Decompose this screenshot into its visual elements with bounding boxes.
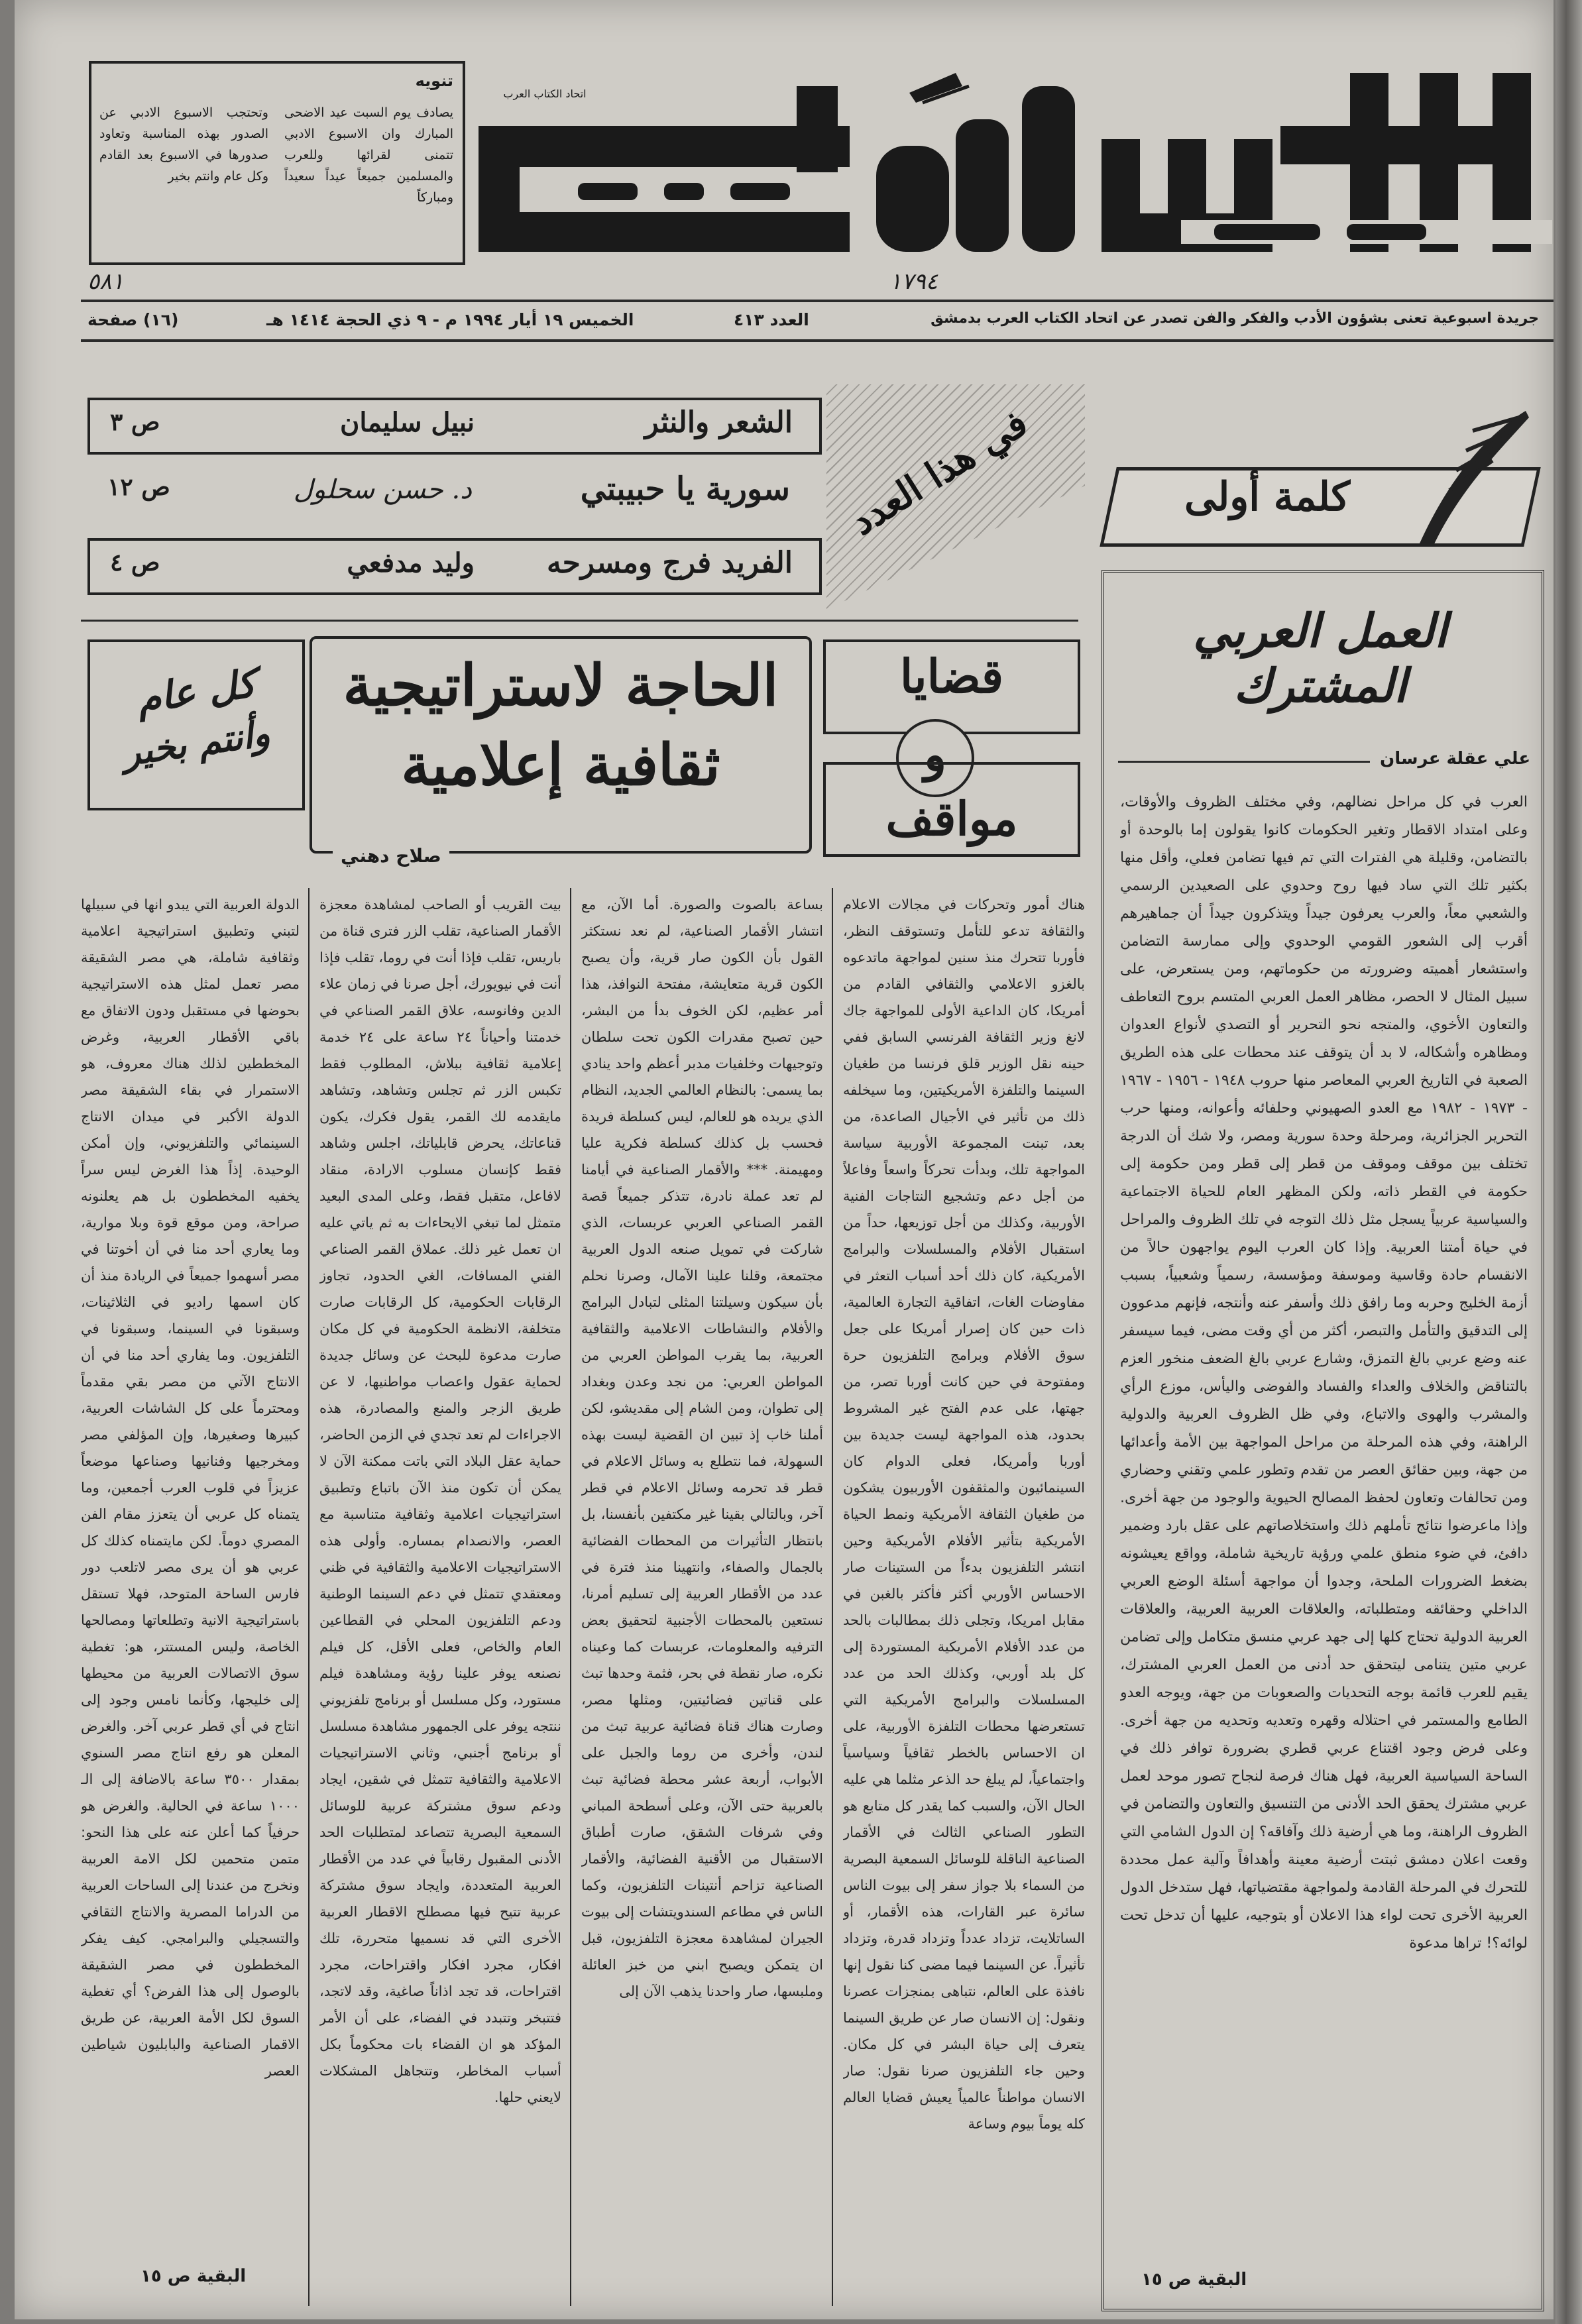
handwritten-number: ١٧٩٤: [889, 268, 938, 295]
feature-column-4: [81, 891, 300, 2243]
contents-title: الفريد فرج ومسرحه: [547, 546, 793, 580]
section-and: و: [924, 727, 946, 782]
section-top: قضايا: [899, 649, 1004, 704]
corner-number: ٥٨١: [87, 268, 124, 295]
notice-text-right: يصادف يوم السبت عيد الاضحى المبارك وان الاسبوع الادبي تتمنى لقرائها وللعرب والمسلمين جميعاً عيداً سعيداً ومباركاً: [284, 105, 453, 205]
page-count: (١٦) صفحة: [87, 310, 179, 329]
masthead-logo: [452, 46, 1559, 265]
notice-box: [89, 61, 465, 265]
contents-author: وليد مدفعي: [347, 547, 475, 579]
feature-column-1: [843, 891, 1085, 2303]
editorial-continued[interactable]: البقية ص ١٥: [1141, 2270, 1247, 2290]
feature-paragraph: بيت القريب أو الصاحب لمشاهدة معجزة الأقمار الصناعية، تقلب الزر فترى قناة من باريس، تقلب فإذا أنت في روما، تقلب فإذا أنت في نيويورك، أجل صرنا في زمان علاء الدين وفانوسه، علاق القمر الصناعي في خدمتنا وأحياناً ٢٤ ساعة على ٢٤ خدمة إعلامية ثقافية ببلاش، المطلوب فقط تكبس الزر ثم تجلس وتشاهد، وتشاهد مايقدمه لك القمر، يقول فكرك، يكون قناعاتك، يحرض قابلياتك، اجلس وشاهد فقط كإنسان مسلوب الارادة، منقاد لافاعل، متقبل فقط، وعلى المدى البعيد متمثل لما تبغي الايحاءات به ثم ياتي عليه ان تعمل غير ذلك. عملاق القمر الصناعي الفني المسافات، الغي الحدود، تجاوز الرقابات الحكومية، كل الرقابات صارت متخلفة، الانظمة الحكومية في كل مكان صارت مدعوة للبحث عن وسائل جديدة لحماية عقول واعصاب مواطنيها، لا عن طريق الزجر والمنع والمصادرة، هذه الاجراءات لم تعد تجدي في الزمن الحاضر، حماية عقل البلاد التي باتت ممكنة الآن لا يمكن أن تكون منذ الآن باتباع وتطبيق استراتيجيات اعلامية وثقافية متناسبة مع العصر، والانصدام بمساره. وأولى هذه الاستراتيجيات الاعلامية والثقافية في ظني ومعتقدي تتمثل في دعم السينما الوطنية ودعم التلفزيون المحلي في القطاعين العام والخاص، فعلى الأقل، كل فيلم نصنعه يوفر علينا رؤية ومشاهدة فيلم مستورد، وكل مسلسل أو برنامج تلفزيوني ننتجه يوفر على الجمهور مشاهدة مسلسل أو برنامج أجنبي، وثاني الاستراتيجيات الاعلامية والثقافية تتمثل في شقين، ايجاد ودعم سوق مشتركة عربية للوسائل السمعية البصرية تتصاعد لمتطلبات الحد الأدنى المقبول رقابياً في عدد من الأقطار العربية المتعددة، وايجاد سوق مشتركة عربية تتيح فيها مصطلح الاقطار العربية الأخرى التي قد نسميها متحررة، تلك افكار، مجرد افكار واقتراحات، مجرد اقتراحات، قد تجد اذاناً صاغية، وقد لاتجد، فتتبخر وتتبدد في الفضاء، على أن الأمر المؤكد هو ان الفضاء بات محكوماً بكل أسباب المخاطر، وتتجاهل المشكلات لايعني حلها.: [319, 897, 561, 2105]
dateline-top-rule: [81, 300, 1554, 302]
greeting-box: [87, 639, 305, 810]
editorial-banner-label: كلمة أولى: [1184, 474, 1351, 520]
feature-paragraph: بساعة بالصوت والصورة. أما الآن، مع انتشار الأقمار الصناعية، لم نعد نستكثر القول بأن الكون صار قرية، وأن يصبح الكون قرية متعايشة، مفتحة النوافذ، هذا أمر عظيم، لكن الخوف بدأ من البشر، حين تصبح مقدرات الكون تحت سلطان وتوجيهات وخلفيات مدبر أعظم واحد ينادي بما يسمى: بالنظام العالمي الجديد، النظام الذي يريده هو للعالم، ليس كسلطة فريدة فحسب بل كذلك كسلطة فكرية عليا ومهيمنة. *** والأقمار الصناعية في أيامنا لم تعد عملة نادرة، تتذكر جميعاً قصة القمر الصناعي العربي عربسات، الذي شاركت في تمويل صنعه الدول العربية مجتمعة، وقلنا علينا الآمال، وصرنا نحلم بأن سيكون وسيلتنا المثلى لتبادل البرامج والأفلام والنشاطات الاعلامية والثقافية العربية، بما يقرب المواطن العربي من المواطن العربي: من نجد وعدن وبغداد إلى تطوان، ومن الشام إلى مقديشو، لكن أملنا خاب إذ تبين ان القضية ليست بهذه السهولة، فما نتطلع به وسائل الاعلام في قطر قد تحرمه وسائل الاعلام في قطر آخر، وبالتالي بقينا غير مكتفين بأنفسنا، بل بانتظار التأثيرات من المحطات الفضائية بالجمال والصفاء، وانتهينا منذ فترة في عدد من الأقطار العربية إلى تسليم أمرنا، نستعين بالمحطات الأجنبية لتحقيق بعض الترفيه والمعلومات، عربسات كما وعيناه نكره، صار نقطة في بحر، فثمة وحدها تبث على قناتين فضائيتين، ومثلها مصر، وصارت هناك قناة فضائية عربية تبث من لندن، وأخرى من روما والجبل على الأبواب، أربعة عشر محطة فضائية تبث بالعربية حتى الآن، وعلى أسطحة المباني وفي شرفات الشقق، صارت أطباق الاستقبال من الأقنية الفضائية، والأقمار الصناعية تزاحم أنتينات التلفزيون، وكما الناس في مطاعم السندويتشات إلى بيوت الجيران لمشاهدة معجزة التلفزيون، قبل ان يتمكن ويصبح ابني من خبز العائلة وملبسها، صار واحدنا يذهب الآن إلى: [581, 897, 823, 1999]
newspaper-page: [15, 0, 1554, 2319]
editorial-body: [1120, 789, 1528, 2246]
contents-row[interactable]: [87, 457, 817, 530]
contents-row[interactable]: [87, 538, 822, 595]
feature-column-3: [319, 891, 561, 2303]
editorial-banner: [1102, 404, 1542, 563]
author-rule: [1118, 761, 1370, 763]
column-rule: [570, 888, 571, 2306]
feature-column-2: [581, 891, 823, 2303]
page-spine: [1555, 0, 1582, 2324]
contents-title: الشعر والنثر: [644, 406, 793, 439]
column-rule: [308, 888, 310, 2306]
section-box-bottom: [823, 762, 1080, 857]
feature-title-line2: ثقافية إعلامية: [401, 732, 720, 799]
section-bottom: مواقف: [885, 791, 1018, 846]
editorial-paragraph: العرب في كل مراحل نضالهم، وفي مختلف الظروف والأوقات، وعلى امتداد الاقطار وتغير الحكومات كانوا يقولون إما بالوحدة أو بالتضامن، وقليلة هي الفترات التي تم فيها تضامن فعلي، وأقل منها بكثير تلك التي ساد فيها روح وحدوي على الصعيدين الرسمي والشعبي معاً، والعرب يعرفون جيداً ويتذكرون جيداً أن جماهيرهم أقرب إلى الشعور القومي الوحدوي وإلى ممارسة التضامن واستشعار أهميته وضرورته من حكوماتهم، ومن يستعرض، على سبيل المثال لا الحصر، مظاهر العمل العربي المتسم بروح التعاطف والتعاون الأخوي، والمتجه نحو التحرير أو التصدي لأنواع العدوان ومظاهره وأشكاله، لا بد أن يتوقف عند محطات على هذه الطريق الصعبة في التاريخ العربي المعاصر منها حروب ١٩٤٨ - ١٩٥٦ - ١٩٦٧ - ١٩٧٣ - ١٩٨٢ مع العدو الصهيوني وحلفائه وأعوانه، ومنها حرب التحرير الجزائرية، ومرحلة وحدة سورية ومصر، ولا شك أن الدرجة تختلف بين موقف وموقف من قطر إلى قطر ومن حكومة إلى حكومة في القطر ذاته، ولكن المظهر العام للحياة الاجتماعية والسياسية عربياً يسجل مثل ذلك التوجه في تلك الظروف والمراحل في حياة أمتنا العربية. وإذا كان العرب اليوم يواجهون حالاً من الانقسام حادة وقاسية وموسفة ومؤسسة، رسمياً وشعبياً، بسبب أزمة الخليج وحربه وما رافق ذلك وأسفر عنه وأنتجه، فإنهم مدعوون إلى التدقيق والتأمل والتبصر، أكثر من أي وقت مضى، فيما سيسفر عنه وضع عربي بالغ التمزق، وشارع عربي بالغ الضعف منخور العزم بالتناقض والخلاف والعداء والفساد والفوضى واليأس، موزع الرأي والمشرب والهوى والاتباع، وفي ظل الظروف العربية والدولية الراهنة، وفي هذه المرحلة من مراحل المواجهة بين الأمة وأعدائها من جهة، وبين حقائق العصر من تقدم وتطور علمي وتقني وحضاري ومن تحالفات وتعاون لحفظ المصالح الحيوية والوجود من جهة أخرى. وإذا ماعرضوا نتائج تأملهم ذلك واستخلاصاتهم على عقل بارد وضمير دافئ، في ضوء منطق علمي ورؤية تاريخية شاملة، وواقع يعيشونه بضغط الضرورات الملحة، وجدوا أن مواجهة أسئلة الوضع العربي الداخلي وحقائقه ومتطلباته، والعلاقات العربية العربية، والعلاقات العربية الدولية تحتاج كلها إلى جهد عربي منسق متكامل وإلى تضامن عربي متين يتنامى ليتحقق حد أدنى من العمل العربي المشترك، يقيم للعرب قائمة بوجه التحديات والصعوبات من جهة، ويوجه العدو الطامع والمستمر في احتلاله وقهره وتعديه وتحديه من جهة أخرى. وعلى فرض وجود اقتناع عربي قطري بضرورة توافر ذلك في الساحة السياسية العربية، فهل هناك فرصة لنجاح تصور موحد لعمل عربي مشترك يحقق الحد الأدنى من التنسيق والتعاون والتضامن في الظروف الراهنة، وما هي أرضية ذلك وآفاقه؟ إن الدول الشامي التي وقعت اعلان دمشق ثبتت أرضية معينة وأهدافاً وآلية عمل محددة للتحرك في المرحلة القادمة ولمواجهة مقتضياتها، فهل ستدخل الدول العربية الأخرى تحت لواء هذا الاعلان أو بتوجيه، عليها أن تدخل تحت لوائه؟! تراها مدعوة: [1120, 794, 1528, 1952]
feature-paragraph: الدولة العربية التي يبدو انها في سبيلها لتبني وتطبيق استراتيجية اعلامية وثقافية شاملة، هي مصر الشقيقة مصر تعمل لمثل هذه الاستراتيجية بحوضها في مستقبل ودون الاتفاق مع باقي الأقطار العربية، وغرض المخططين لذلك هناك معروف، هو الاستمرار في بقاء الشقيقة مصر الدولة الأكبر في ميدان الانتاج السينمائي والتلفزيوني، وإن أمكن الوحيدة. إذاً هذا الغرض ليس سراً يخفيه المخططون بل هم يعلنونه صراحة، ومن موقع قوة وبلا موارية، وما يعاري أحد منا في أن أخوتنا في مصر أسهموا جميعاً في الريادة منذ أن كان اسمها راديو في الثلاثينات، وسبقونا في السينما، وسبقونا في التلفزيون. وما يفاري أحد منا في أن الانتاج الآتي من مصر بقي مقدماً ومحترماً على كل الشاشات العربية، كبيرها وصغيرها، وإن المؤلفي مصر ومخرجيها وفنانيها وصناعها موضعاً عزيزاً في قلوب العرب أجمعين، وما يتمناه كل عربي أن يتعزز مقام الفن المصري دوماً. لكن مايتمناه كذلك كل عربي هو أن يرى مصر لاتلعب دور فارس الساحة المتوحد، فهلا تستقل باستراتيجية الانية وتطلعاتها ومصالحها الخاصة، وليس المستتر، هو: تغطية سوق الاتصالات العربية من محيطها إلى خليجها، وكأنما نامس وجود إلى انتاج في أي قطر عربي آخر. والغرض المعلن هو رفع انتاج مصر السنوي بمقدار ٣٥٠٠ ساعة بالاضافة إلى الـ ١٠٠٠ ساعة في الحالية. والغرض هو حرفياً كما أعلن عنه على هذا النحو: متمن متحمين لكل الامة العربية ونخرج من عندنا إلى الساحات العربية من الدراما المصرية والانتاج الثقافي والتسجيلي والبرامجي. كيف يفكر المخططون في مصر الشقيقة بالوصول إلى هذا الفرض؟ أي تغطية السوق لكل الأمة العربية، عن طريق الاقمار الصناعية والبابليون شياطين العصر: [81, 897, 300, 2079]
contents-label: في هذا العدد: [842, 401, 1036, 544]
contents-title: سورية يا حبيبتي: [580, 470, 790, 508]
contents-page: ص ٣: [110, 408, 160, 436]
feature-title-line1: الحاجة لاستراتيجية: [343, 652, 779, 719]
publisher-caption: اتحاد الكتاب العرب: [503, 87, 587, 100]
publisher-logo: [909, 73, 969, 103]
notice-heading: تنويه: [415, 72, 453, 90]
feature-continued[interactable]: البقية ص ١٥: [141, 2266, 247, 2286]
feature-title-box: [310, 636, 812, 854]
issue-number: العدد ٤١٣: [734, 310, 809, 329]
feather-pen-icon: [1393, 404, 1539, 557]
contents-rule: [81, 620, 1078, 622]
greeting-line2: وأنتم بخير: [120, 711, 272, 775]
tagline: جريدة اسبوعية تعنى بشؤون الأدب والفكر والفن تصدر عن اتحاد الكتاب العرب بدمشق: [931, 310, 1539, 327]
section-box-top: [823, 639, 1080, 734]
editorial-title: العمل العربي المشترك: [1193, 603, 1447, 713]
contents-row[interactable]: [87, 398, 822, 455]
dateline-bottom-rule: [81, 339, 1554, 342]
notice-text-left: وتحتجب الاسبوع الادبي عن الصدور بهذه المناسبة وتعاود صدورها في الاسبوع بعد القادم وكل عام وانتم بخير: [99, 105, 268, 184]
greeting-line1: كل عام: [134, 660, 258, 722]
feature-author: صلاح دهني: [333, 845, 449, 867]
column-rule: [832, 888, 833, 2306]
contents-page: ص ١٢: [107, 473, 170, 501]
issue-date: الخميس ١٩ أيار ١٩٩٤ م - ٩ ذي الحجة ١٤١٤ هـ: [266, 310, 634, 329]
contents-page: ص ٤: [110, 549, 160, 577]
editorial-author: علي عقلة عرسان: [1380, 749, 1531, 769]
contents-author: نبيل سليمان: [339, 407, 475, 438]
feature-paragraph: هناك أمور وتحركات في مجالات الاعلام والثقافة تدعو للتأمل وتستوقف النظر، فأوربا تتحرك منذ سنين لمواجهة ماتدعوه بالغزو الاعلامي والثقافي القادم من أمريكا، كان الداعية الأولى للمواجهة جاك لانغ وزير الثقافة الفرنسي السابق ففي حينه نقل الوزير قلق فرنسا من طغيان السينما والتلفزة الأمريكيتين، وما سيخلفه ذلك من تأثير في الأجيال الصاعدة، من بعد، تبنت المجموعة الأوربية سياسة المواجهة تلك، وبدأت تحركاً واسعاً وفاعلاً من أجل دعم وتشجيع النتاجات الفنية الأوربية، وكذلك من أجل توزيعها، حداً من استقبال الأفلام والمسلسلات والبرامج الأمريكية، كان ذلك أحد أسباب التعثر في مفاوضات الغات، اتفاقية التجارة العالمية، ذات حين كان إصرار أمريكا على جعل سوق الأفلام وبرامج التلفزيون حرة ومفتوحة في حين كانت أوربا تصر، من جهتها، على عدم الفتح غير المشروط بحدود، هذه المواجهة ليست جديدة بين أوربا وأمريكا، فعلى الدوام كان السينمائيون والمثقفون الأوربيون يشكون من طغيان الثقافة الأمريكية ونمط الحياة الأمريكية بتأثير الأفلام الأمريكية وحين انتشر التلفزيون بدءاً من الستينات صار الاحساس الأوربي أكثر فأكثر بالغبن في مقابل امريكا، وتجلى ذلك بمطالبات بالحد من عدد الأفلام الأمريكية المستوردة إلى كل بلد أوربي، وكذلك الحد من عدد المسلسلات والبرامج الأمريكية التي تستعرضها محطات التلفزة الأوربية، على ان الاحساس بالخطر ثقافياً وسياسياً واجتماعياً، لم يبلغ حد الذعر مثلما هي عليه الحال الآن، والسبب كما يقدر كل متابع هو التطور الصناعي الثالث في الأقمار الصناعية الناقلة للوسائل السمعية البصرية من السماء بلا جواز سفر إلى بيوت الناس سائرة عبر القارات، هذه الأقمار، أو الساتلايت، تزداد عدداً وتزداد قدرة، وتزداد تأثيراً. عن السينما فيما مضى كنا نقول إنها نافذة على العالم، نتباهى بمنجزات عصرنا ونقول: إن الانسان صار عن طريق السينما يتعرف إلى حياة البشر في كل مكان. وحين جاء التلفزيون صرنا نقول: صار الانسان مواطناً عالمياً يعيش قضايا العالم كله يوماً بيوم وساعة: [843, 897, 1085, 2132]
contents-author: د. حسن سحلول: [293, 474, 472, 505]
